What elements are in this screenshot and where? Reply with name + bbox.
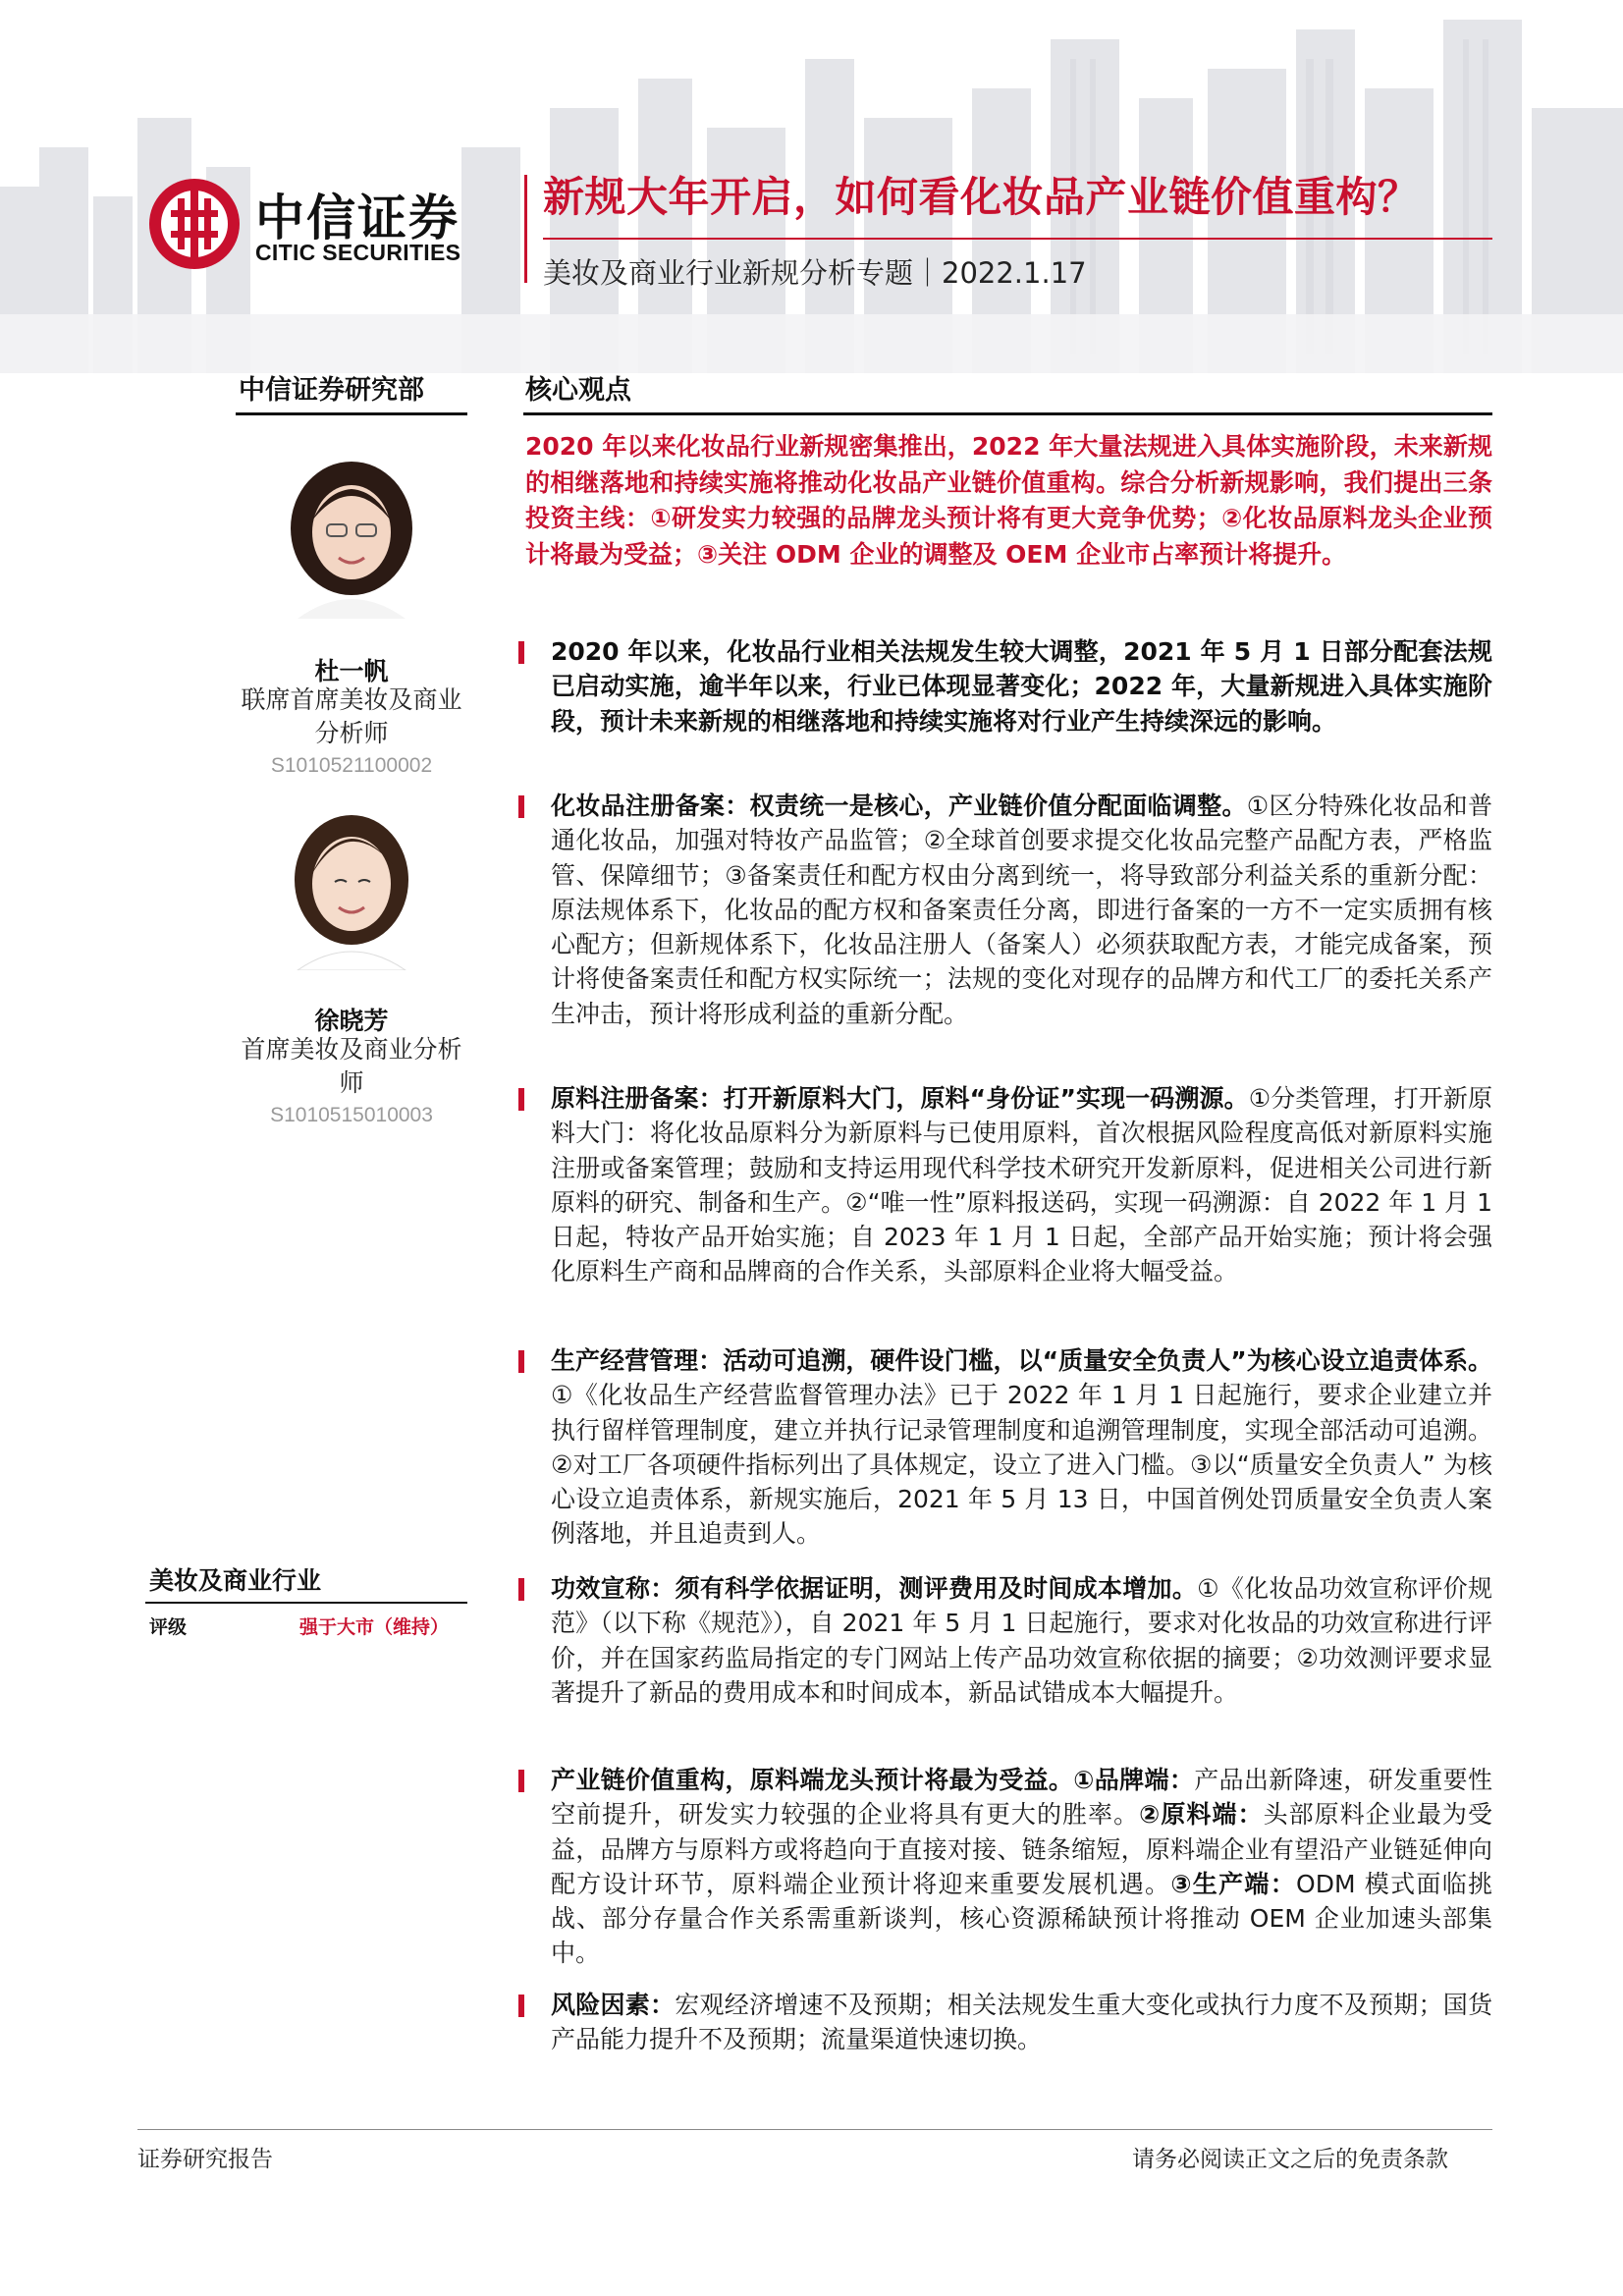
analyst-title-2: 首席美妆及商业分析师 [241,1035,462,1097]
bullet-text: 2020 年以来，化妆品行业相关法规发生较大调整，2021 年 5 月 1 日部分配套法规已启动实施，逾半年以来，行业已体现显著变化；2022 年，大量新规进入具体实施阶段，预计未来新规的相继落地和持续实施将对行业产生持续深远的影响。 [551,637,1492,736]
bullet-marker [518,1578,524,1601]
bullet-text-2: 头部原料企业最为受益，品牌方与原料方或将趋向于直接对接、链条缩短，原料端企业有望沿产业链延伸向配方设计环节，原料端企业预计将迎来重要发展机遇。 [551,1800,1492,1898]
analyst-cert-1: S1010521100002 [270,754,433,777]
bullet-marker [518,1770,524,1792]
bullet-point-4 [525,1343,1492,1552]
footer-report-type: 证券研究报告 [137,2147,273,2172]
bullet-lead: 风险因素： [551,1991,676,2019]
logo-english-name: CITIC SECURITIES [255,240,461,265]
title-underline [543,238,1492,240]
bullet-lead-3: ③生产端： [1170,1869,1297,1898]
rating-value: 强于大市（维持） [299,1616,450,1638]
logo-chinese-name: 中信证券 [255,190,460,246]
bullet-text-3: ODM 模式面临挑战、部分存量合作关系需重新谈判，核心资源稀缺预计将推动 OEM 企业加速头部集中。 [551,1869,1492,1968]
industry-rule [145,1602,467,1604]
bullet-marker [518,1350,524,1373]
bullet-text: 产品出新降速，研发重要性空前提升，研发实力较强的企业将具有更大的胜率。 [551,1766,1492,1830]
bullet-text: 宏观经济增速不及预期；相关法规发生重大变化或执行力度不及预期；国货产品能力提升不及预期；流量渠道快速切换。 [551,1991,1492,2054]
report-title: 新规大年开启，如何看化妆品产业链价值重构？ [543,173,1420,221]
analyst-name-2: 徐晓芳 [314,1007,389,1035]
report-subtitle: 美妆及商业行业新规分析专题｜2022.1.17 [543,256,1087,290]
bullet-text: ①《化妆品功效宣称评价规范》（以下称《规范》），自 2021 年 5 月 1 日起施行，要求对化妆品的功效宣称进行评价，并在国家药监局指定的专门网站上传产品功效宣称依据的摘要；②功效测评要求显著提升了新品的费用成本和时间成本，新品试错成本大幅提升。 [551,1574,1492,1707]
bullet-point-7 [525,1988,1492,2057]
sidebar-rule [236,412,467,415]
bullet-point-6 [525,1763,1492,1971]
rating-label: 评级 [149,1616,188,1638]
bullet-lead: 功效宣称：须有科学依据证明，测评费用及时间成本增加。 [551,1574,1198,1603]
bullet-marker [518,641,524,664]
analyst-photo-1 [278,452,425,619]
industry-label: 美妆及商业行业 [149,1566,322,1595]
header-divider [524,175,527,283]
bullet-marker [518,795,524,818]
bullet-text: ①《化妆品生产经营监督管理办法》已于 2022 年 1 月 1 日起施行，要求企业建立并执行留样管理制度，建立并执行记录管理制度和追溯管理制度，实现全部活动可追溯。②对工厂各项硬件指标列出了具体规定，设立了进入门槛。③以“质量安全负责人” 为核心设立追责体系，新规实施后，2021 年 5 月 13 日，中国首例处罚质量安全负责人案例落地，并且追责到人。 [551,1381,1492,1549]
summary-paragraph: 2020 年以来化妆品行业新规密集推出，2022 年大量法规进入具体实施阶段，未来新规的相继落地和持续实施将推动化妆品产业链价值重构。综合分析新规影响，我们提出三条投资主线：①研发实力较强的品牌龙头预计将有更大竞争优势；②化妆品原料龙头企业预计将最为受益；③关注 ODM 企业的调整及 OEM 企业市占率预计将提升。 [525,432,1492,569]
bullet-lead: 产业链价值重构，原料端龙头预计将最为受益。①品牌端： [551,1766,1195,1794]
footer-disclaimer-link[interactable]: 请务必阅读正文之后的免责条款 [1132,2147,1448,2172]
section-rule [523,412,1492,415]
bullet-text: ①区分特殊化妆品和普通化妆品，加强对特妆产品监管；②全球首创要求提交化妆品完整产品配方表，严格监管、保障细节；③备案责任和配方权由分离到统一，将导致部分利益关系的重新分配：原法规体系下，化妆品的配方权和备案责任分离，即进行备案的一方不一定实质拥有核心配方；但新规体系下，化妆品注册人（备案人）必须获取配方表，才能完成备案，预计将使备案责任和配方权实际统一；法规的变化对现存的品牌方和代工厂的委托关系产生冲击，预计将形成利益的重新分配。 [551,792,1492,1028]
bullet-lead: 生产经营管理：活动可追溯，硬件设门槛，以“质量安全负责人”为核心设立追责体系。 [551,1346,1492,1375]
bullet-point-2 [525,789,1492,1031]
footer-rule [137,2129,1492,2130]
bullet-marker [518,1088,524,1111]
citic-logo-icon [145,175,243,273]
research-department: 中信证券研究部 [239,375,424,406]
bullet-lead: 原料注册备案：打开新原料大门，原料“身份证”实现一码溯源。 [551,1084,1249,1113]
bullet-point-3 [525,1081,1492,1289]
bullet-point-5 [525,1571,1492,1710]
bullet-lead-2: ②原料端： [1139,1800,1264,1830]
bullet-point-1 [525,634,1492,738]
bullet-marker [518,1995,524,2017]
section-heading: 核心观点 [525,375,631,406]
analyst-cert-2: S1010515010003 [270,1104,433,1126]
analyst-title-1: 联席首席美妆及商业分析师 [241,685,462,747]
company-logo [145,175,499,283]
analyst-photo-2 [278,803,425,970]
bullet-text: ①分类管理，打开新原料大门：将化妆品原料分为新原料与已使用原料，首次根据风险程度高低对新原料实施注册或备案管理；鼓励和支持运用现代科学技术研究开发新原料，促进相关公司进行新原料的研究、制备和生产。②“唯一性”原料报送码，实现一码溯源：自 2022 年 1 月 1 日起，特妆产品开始实施；自 2023 年 1 月 1 日起，全部产品开始实施；预计将会强化原料生产商和品牌商的合作关系，头部原料企业将大幅受益。 [551,1084,1492,1286]
analyst-name-1: 杜一帆 [314,657,389,685]
bullet-lead: 化妆品注册备案：权责统一是核心，产业链价值分配面临调整。 [551,792,1247,820]
